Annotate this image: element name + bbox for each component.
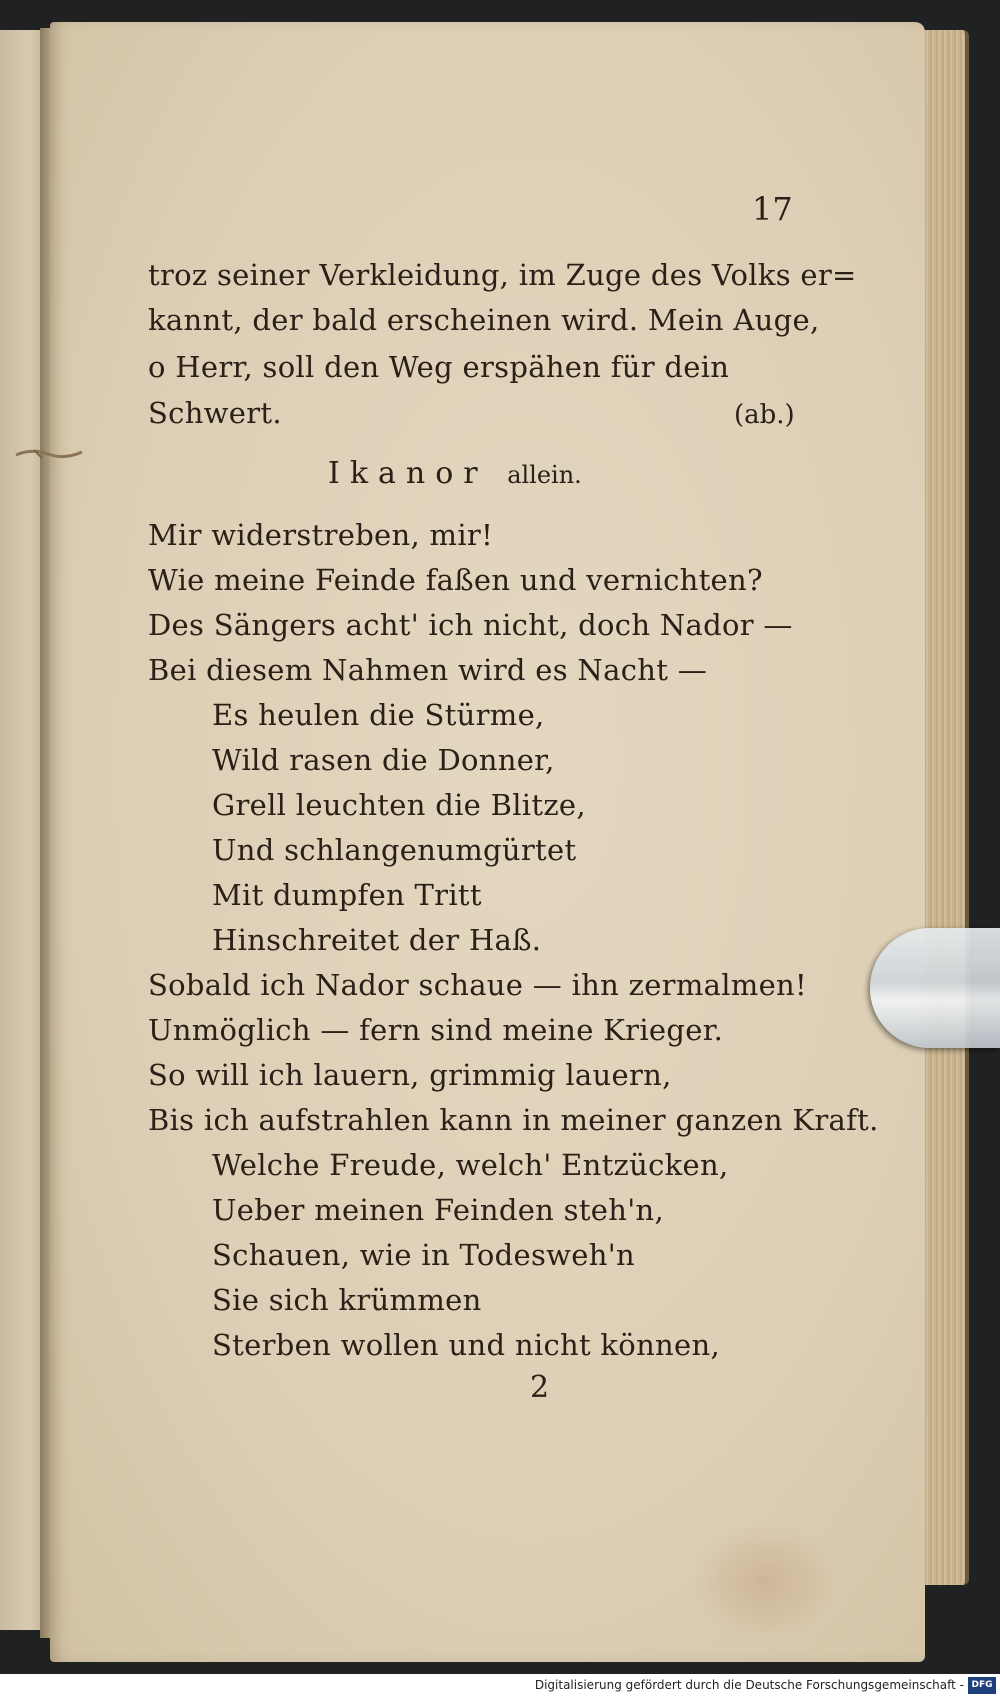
verse-line: Bei diesem Nahmen wird es Nacht — [148,653,707,687]
verse-line: Sterben wollen und nicht können, [212,1328,720,1362]
prose-line: kannt, der bald erscheinen wird. Mein Auge, [148,303,820,337]
verse-line: Mir widerstreben, mir! [148,518,494,552]
verse-line: Schauen, wie in Todesweh'n [212,1238,635,1272]
stage-direction: allein. [507,461,582,489]
verse-line: Welche Freude, welch' Entzücken, [212,1148,729,1182]
water-stain [690,1522,840,1642]
footer-bar [0,1674,1000,1699]
verse-line: Grell leuchten die Blitze, [212,788,586,822]
binding-thread [14,446,84,460]
page-number: 17 [752,190,793,228]
verse-line: Des Sängers acht' ich nicht, doch Nador — [148,608,793,642]
verse-line: Wie meine Feinde faßen und vernichten? [148,563,763,597]
signature-mark: 2 [530,1370,550,1405]
funding-credit: Digitalisierung gefördert durch die Deutsche Forschungsgemeinschaft - [534,1678,964,1692]
verse-line: Wild rasen die Donner, [212,743,555,777]
verse-line: Hinschreitet der Haß. [212,923,542,957]
dfg-logo: DFG [968,1677,996,1694]
stage-exit-note: (ab.) [734,400,795,430]
speaker-name: Ikanor [328,456,488,491]
verse-line: So will ich lauern, grimmig lauern, [148,1058,672,1092]
prose-line: o Herr, soll den Weg erspähen für dein [148,350,730,384]
verse-line: Es heulen die Stürme, [212,698,545,732]
page-marker-tab [870,928,1000,1048]
prose-line: troz seiner Verkleidung, im Zuge des Volks er= [148,258,857,292]
verse-line: Sobald ich Nador schaue — ihn zermalmen! [148,968,807,1002]
verse-line: Und schlangenumgürtet [212,833,577,867]
verse-line: Bis ich aufstrahlen kann in meiner ganzen Kraft. [148,1103,879,1137]
verse-line: Sie sich krümmen [212,1283,482,1317]
speaker-heading [328,456,582,491]
prose-line: Schwert. [148,396,282,430]
verse-line: Unmöglich — fern sind meine Krieger. [148,1013,724,1047]
verse-line: Mit dumpfen Tritt [212,878,482,912]
verse-line: Ueber meinen Feinden steh'n, [212,1193,664,1227]
